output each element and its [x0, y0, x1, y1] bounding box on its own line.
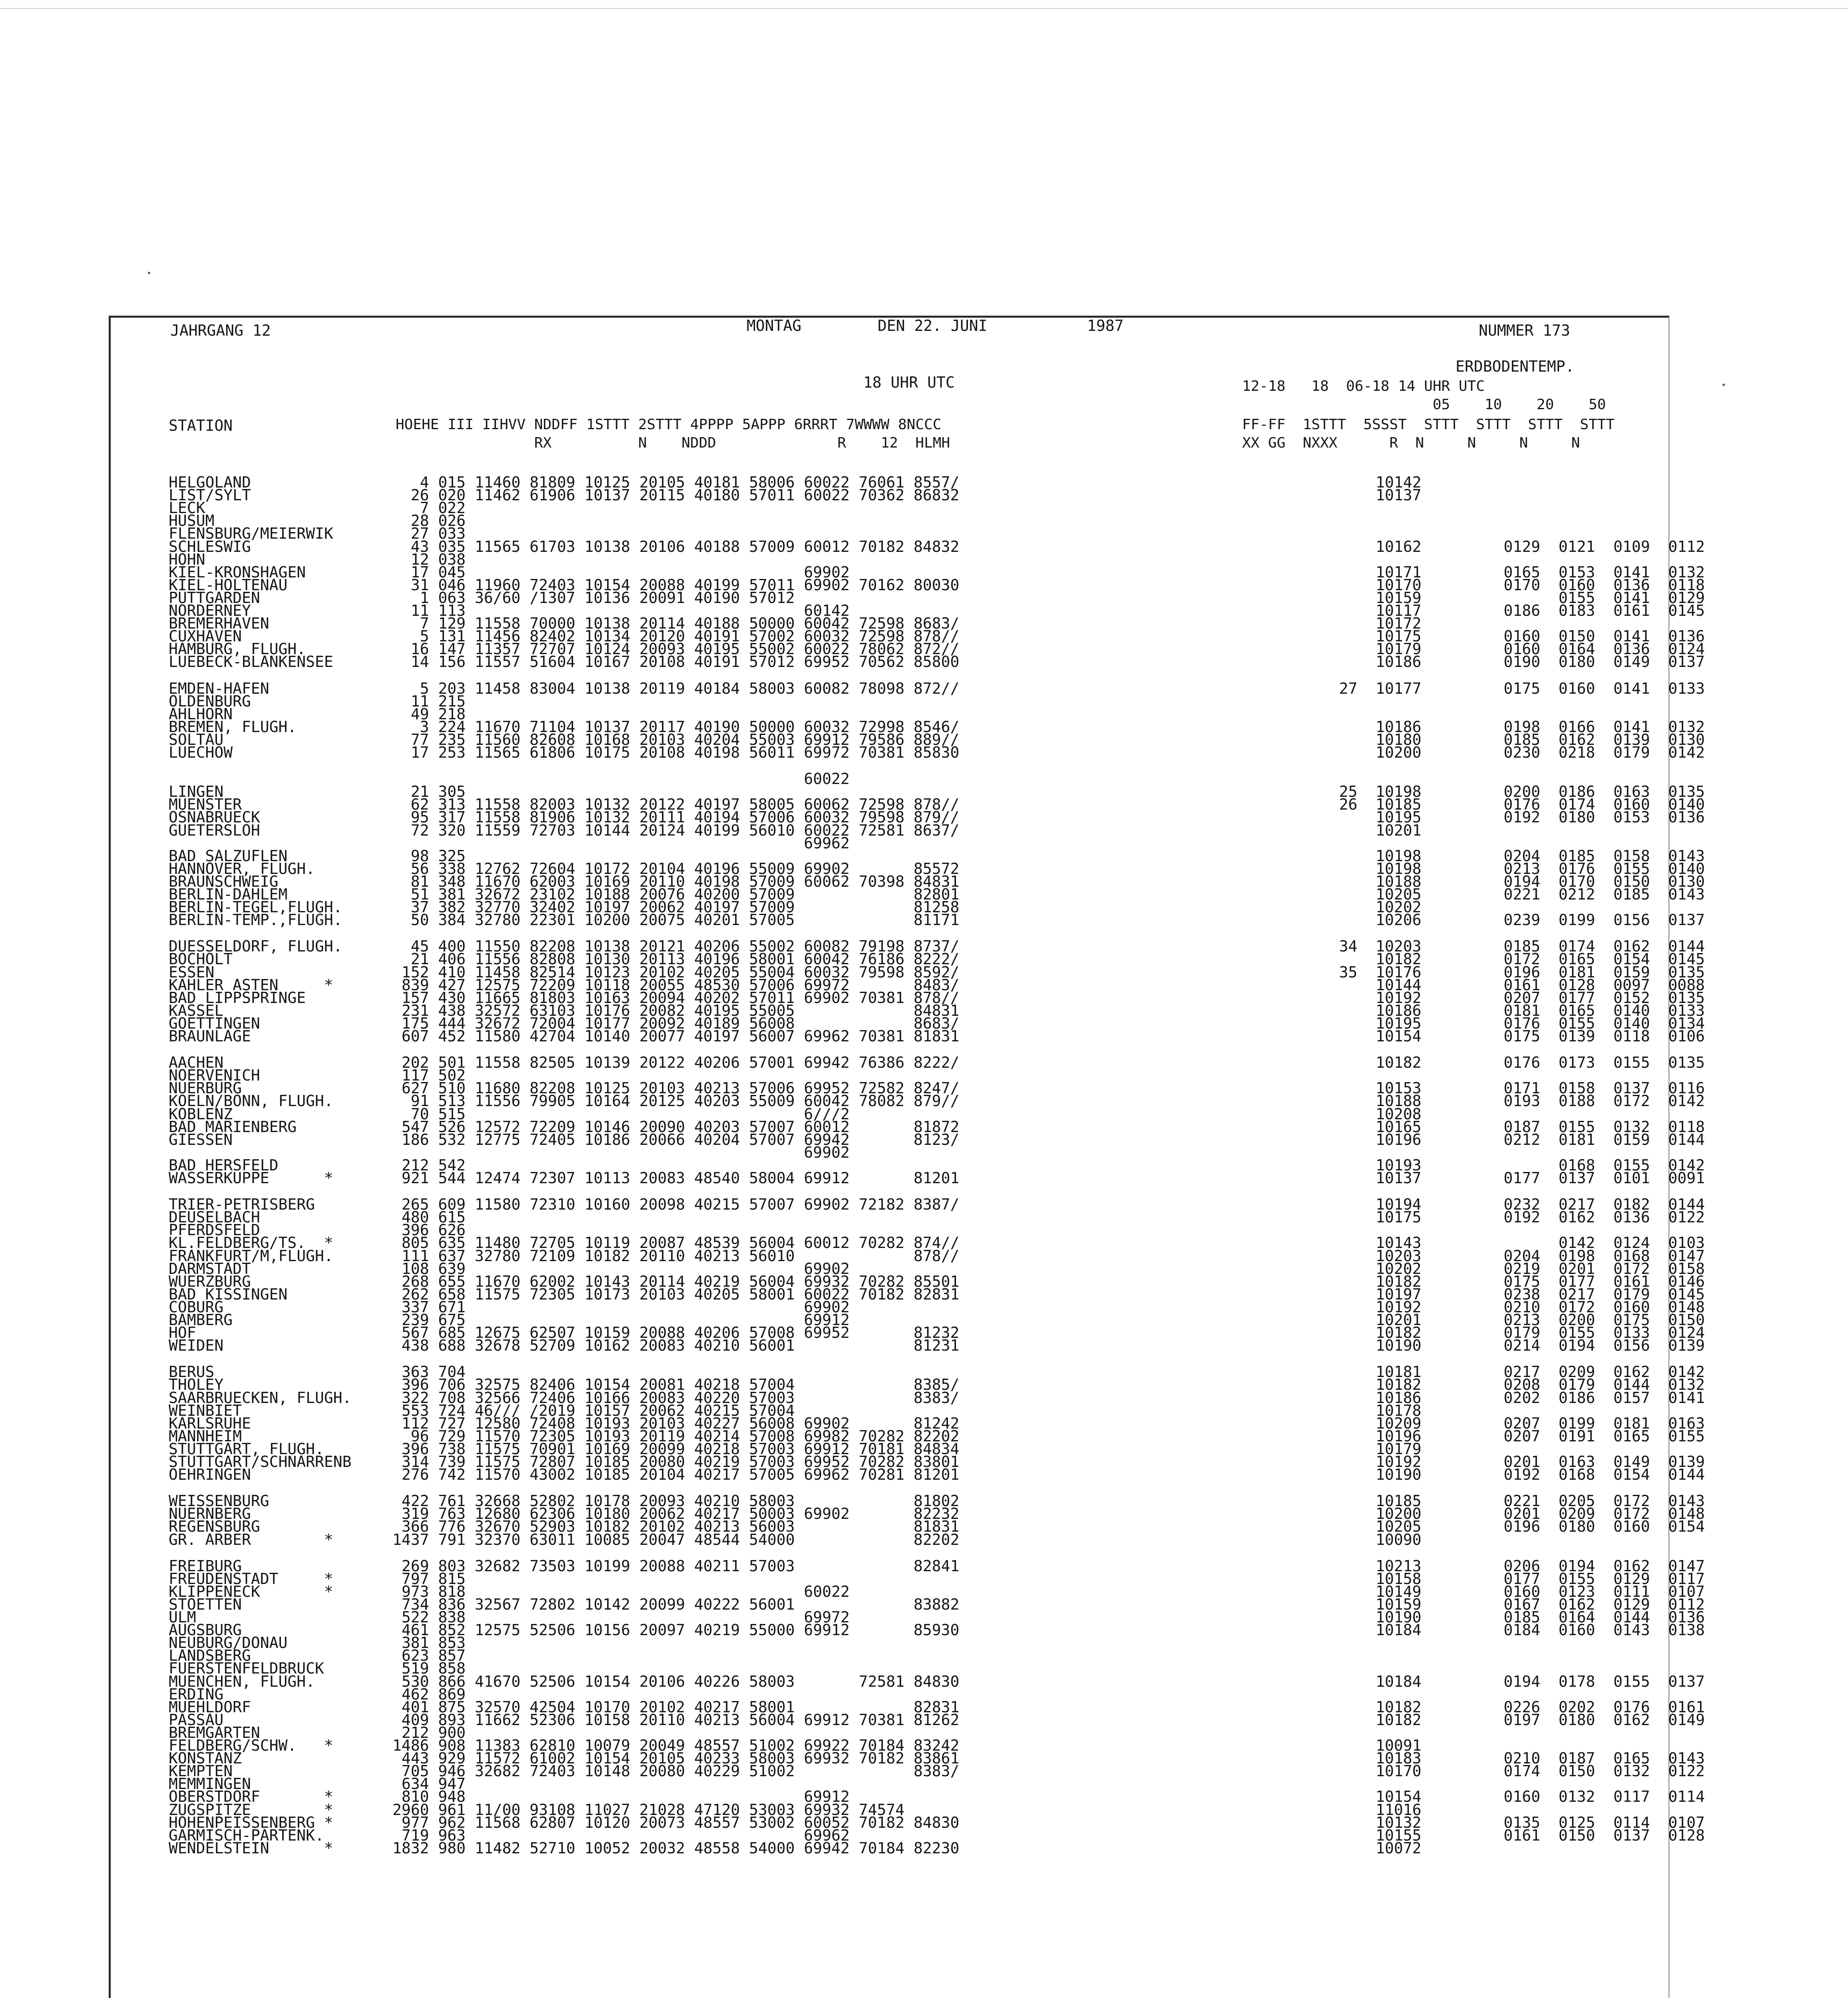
station-name: STOETTEN [169, 1595, 242, 1613]
synop-groups: 95 317 11558 81906 10132 20111 40194 57006 60032 79598 879// [392, 808, 960, 826]
station-name: MUENSTER [169, 796, 242, 814]
soil-temps: 10171 0165 0153 0141 0132 [1312, 563, 1705, 581]
synop-groups: 72 320 11559 72703 10144 20124 40199 56010 60022 72581 8637/ [392, 821, 960, 839]
station-name: LIST/SYLT [169, 486, 251, 504]
synop-groups: 175 444 32672 72004 10177 20092 40189 56008 8683/ [392, 1014, 960, 1032]
soil-temps: 10175 0192 0162 0136 0122 [1312, 1208, 1705, 1226]
station-name: KIEL-HOLTENAU [169, 576, 288, 594]
station-name: KIEL-KRONSHAGEN [169, 563, 306, 581]
soil-temps: 10190 0214 0194 0156 0139 [1312, 1337, 1705, 1355]
synop-groups: 152 410 11458 82514 10123 20102 40205 55004 60032 79598 8592/ [392, 963, 960, 981]
synop-groups: 438 688 32678 52709 10162 20083 40210 56001 81231 [392, 1337, 960, 1355]
soil-temps: 10072 [1312, 1839, 1422, 1857]
soil-temps: 10183 0210 0187 0165 0143 [1312, 1749, 1705, 1767]
soil-temps: 10170 0174 0150 0132 0122 [1312, 1762, 1705, 1780]
scan-speck [148, 272, 150, 274]
synop-groups: 37 382 32770 32402 10197 20062 40197 57009 81258 [392, 898, 960, 916]
station-name: KASSEL [169, 1001, 224, 1019]
soil-temps: 10213 0206 0194 0162 0147 [1312, 1557, 1705, 1575]
soil-temps: 10192 0207 0177 0152 0135 [1312, 989, 1705, 1007]
synop-groups: 21 406 11556 82808 10130 20113 40196 58001 60042 76186 8222/ [392, 950, 960, 968]
synop-groups: 239 675 69912 [392, 1311, 850, 1329]
synop-groups: 21 305 [392, 783, 466, 801]
soil-temps: 10192 0210 0172 0160 0148 [1312, 1298, 1705, 1316]
station-name: GR. ARBER * [169, 1530, 333, 1548]
synop-groups: 17 045 69902 [392, 563, 850, 581]
station-name: BERLIN-TEMP.,FLUGH. [169, 911, 343, 929]
station-name: REGENSBURG [169, 1518, 260, 1536]
soil-depths-header: 05 10 20 50 [1242, 396, 1606, 413]
soil-temps: 10186 0202 0186 0157 0141 [1312, 1389, 1705, 1407]
station-name: KLIPPENECK * [169, 1582, 333, 1600]
synop-groups: 77 235 11560 82608 10168 20103 40204 55003 69912 79586 889// [392, 730, 960, 748]
station-name: BRAUNSCHWEIG [169, 872, 279, 890]
synop-groups: 3 224 11670 71104 10137 20117 40190 50000 60032 72998 8546/ [392, 718, 960, 736]
soil-temps: 10197 0238 0217 0179 0145 [1312, 1285, 1705, 1303]
synop-groups: 265 609 11580 72310 10160 20098 40215 57007 69902 72182 8387/ [392, 1196, 960, 1214]
synop-groups: 462 869 [392, 1685, 466, 1703]
station-name: MEMMINGEN [169, 1775, 251, 1793]
soil-temps: 10186 0198 0166 0141 0132 [1312, 718, 1705, 736]
synop-groups: 16 147 11357 72707 10124 20093 40195 55002 60022 78062 872// [392, 640, 960, 658]
synop-groups: 973 818 60022 [392, 1582, 850, 1600]
station-name: LUEBECK-BLANKENSEE [169, 653, 333, 671]
station-name: WEISSENBURG [169, 1492, 269, 1510]
synop-groups: 56 338 12762 72604 10172 20104 40196 55009 69902 85572 [392, 860, 960, 878]
synop-groups: 921 544 12474 72307 10113 20083 48540 58004 69912 81201 [392, 1169, 960, 1187]
soil-temps: 10202 0219 0201 0172 0158 [1312, 1260, 1705, 1278]
soil-temps: 10090 [1312, 1530, 1422, 1548]
soil-temps: 10154 0160 0132 0117 0114 [1312, 1788, 1705, 1806]
soil-temps: 10180 0185 0162 0139 0130 [1312, 730, 1705, 748]
soil-temps: 10144 0161 0128 0097 0088 [1312, 976, 1705, 994]
synop-groups: 202 501 11558 82505 10139 20122 40206 57001 69942 76386 8222/ [392, 1054, 960, 1072]
station-name: BAD HERSFELD [169, 1156, 279, 1174]
station-name: GOETTINGEN [169, 1014, 260, 1032]
station-name: KOBLENZ [169, 1105, 233, 1123]
soil-temps: 10184 0184 0160 0143 0138 [1312, 1621, 1705, 1639]
synop-groups: 396 626 [392, 1221, 466, 1239]
soil-temps: 10159 0155 0141 0129 [1312, 589, 1705, 607]
station-name: BREMEN, FLUGH. [169, 718, 297, 736]
weekday: MONTAG [747, 317, 802, 334]
synop-groups: 607 452 11580 42704 10140 20077 40197 56007 69962 70381 81831 [392, 1027, 960, 1045]
synop-groups: 5 203 11458 83004 10138 20119 40184 58003 60082 78098 872// [392, 679, 960, 697]
synop-groups: 81 348 11670 62003 10169 20110 40198 57009 60062 70398 84831 [392, 872, 960, 890]
synop-groups: 50 384 32780 22301 10200 20075 40201 57005 81171 [392, 911, 960, 929]
synop-groups: 117 502 [392, 1067, 466, 1085]
synop-groups: 1437 791 32370 63011 10085 20047 48544 54000 82202 [392, 1530, 960, 1548]
date: DEN 22. JUNI [878, 317, 988, 334]
synop-groups: 519 858 [392, 1660, 466, 1678]
station-name: OEHRINGEN [169, 1466, 251, 1484]
synop-groups: 69962 [392, 834, 850, 852]
soil-temps: 27 10177 0175 0160 0141 0133 [1312, 679, 1705, 697]
synop-groups: 7 022 [392, 499, 466, 517]
station-name: FLENSBURG/MEIERWIK [169, 525, 333, 543]
station-name: SAARBRUECKEN, FLUGH. [169, 1389, 352, 1407]
station-name: BERLIN-DAHLEM [169, 886, 288, 903]
soil-temps: 10142 [1312, 474, 1422, 491]
station-name: DEUSELBACH [169, 1208, 260, 1226]
station-name: FREIBURG [169, 1557, 242, 1575]
station-name: AHLHORN [169, 705, 233, 723]
soil-temps: 10143 0142 0124 0103 [1312, 1234, 1705, 1252]
station-name: FRANKFURT/M,FLUGH. [169, 1247, 333, 1265]
station-name: OBERSTDORF * [169, 1788, 333, 1806]
soil-temps: 10201 0213 0200 0175 0150 [1312, 1311, 1705, 1329]
station-name: HAMBURG, FLUGH. [169, 640, 306, 658]
synop-groups: 422 761 32668 52802 10178 20093 40210 58003 81802 [392, 1492, 960, 1510]
station-name: BREMERHAVEN [169, 615, 269, 633]
synop-groups: 547 526 12572 72209 10146 20090 40203 57007 60012 81872 [392, 1118, 960, 1136]
soil-temps: 10201 [1312, 821, 1422, 839]
synop-groups: 12 038 [392, 550, 466, 568]
columns-subheader: RX N NDDD R 12 HLMH [396, 435, 950, 451]
station-name: NUERBURG [169, 1079, 242, 1097]
synop-groups: 51 381 32672 23102 10188 20076 40200 57009 82801 [392, 886, 960, 903]
station-name: KEMPTEN [169, 1762, 233, 1780]
synop-groups: 634 947 [392, 1775, 466, 1793]
soil-temps: 10190 0192 0168 0154 0144 [1312, 1466, 1705, 1484]
station-name: LINGEN [169, 783, 224, 801]
synop-groups: 1486 908 11383 62810 10079 20049 48557 51002 69922 70184 83242 [392, 1737, 960, 1754]
synop-groups: 62 313 11558 82003 10132 20122 40197 58005 60062 72598 878// [392, 796, 960, 814]
soil-temps: 10182 0176 0173 0155 0135 [1312, 1054, 1705, 1072]
soil-temps: 10154 0175 0139 0118 0106 [1312, 1027, 1705, 1045]
station-name: NOERVENICH [169, 1067, 260, 1085]
synop-groups: 111 637 32780 72109 10182 20110 40213 56010 878// [392, 1247, 960, 1265]
synop-groups: 186 532 12775 72405 10186 20066 40204 57007 69942 8123/ [392, 1130, 960, 1148]
station-name: PASSAU [169, 1711, 224, 1729]
soil-temps: 10159 0167 0162 0129 0112 [1312, 1595, 1705, 1613]
soil-temps: 10091 [1312, 1737, 1422, 1754]
station-name: OLDENBURG [169, 692, 251, 710]
station-name: KAHLER ASTEN * [169, 976, 333, 994]
synop-groups: 112 727 12580 72408 10193 20103 40227 56008 69902 81242 [392, 1414, 960, 1432]
soil-temps: 10162 0129 0121 0109 0112 [1312, 537, 1705, 555]
station-name: BERLIN-TEGEL,FLUGH. [169, 898, 343, 916]
station-name: BAD MARIENBERG [169, 1118, 297, 1136]
synop-groups: 269 803 32682 73503 10199 20088 40211 57003 82841 [392, 1557, 960, 1575]
station-name: NORDERNEY [169, 602, 251, 619]
station-name: FELDBERG/SCHW. * [169, 1737, 333, 1754]
right-columns-header: FF-FF 1STTT 5SSST STTT STTT STTT STTT [1242, 416, 1615, 433]
station-name: ESSEN [169, 963, 215, 981]
synop-groups: 14 156 11557 51604 10167 20108 40191 57012 69952 70562 85800 [392, 653, 960, 671]
synop-groups: 381 853 [392, 1634, 466, 1652]
soil-temps: 10132 0135 0125 0114 0107 [1312, 1813, 1705, 1831]
soil-temps: 10188 0194 0170 0150 0130 [1312, 872, 1705, 890]
station-name: ERDING [169, 1685, 224, 1703]
soil-temps: 10209 0207 0199 0181 0163 [1312, 1414, 1705, 1432]
synop-groups: 231 438 32572 63103 10176 20082 40195 55005 84831 [392, 1001, 960, 1019]
synop-groups: 396 738 11575 70901 10169 20099 40218 57003 69912 70181 84834 [392, 1440, 960, 1458]
synop-groups: 443 929 11572 61002 10154 20105 40233 58003 69932 70182 83861 [392, 1749, 960, 1767]
station-name: SOLTAU [169, 730, 224, 748]
soil-temps: 10198 0213 0176 0155 0140 [1312, 860, 1705, 878]
soil-temps: 10182 0179 0155 0133 0124 [1312, 1324, 1705, 1342]
synop-groups: 480 615 [392, 1208, 466, 1226]
soil-temps: 10202 [1312, 898, 1422, 916]
station-name: PUTTGARDEN [169, 589, 260, 607]
soil-temps: 10184 0194 0178 0155 0137 [1312, 1672, 1705, 1690]
station-name: STUTTGART, FLUGH. [169, 1440, 324, 1458]
synop-groups: 810 948 69912 [392, 1788, 850, 1806]
soil-temps: 10182 0172 0165 0154 0145 [1312, 950, 1705, 968]
soil-temps: 10198 0204 0185 0158 0143 [1312, 847, 1705, 865]
synop-groups: 17 253 11565 61806 10175 20108 40198 56011 69972 70381 85830 [392, 744, 960, 761]
soil-temps: 10181 0217 0209 0162 0142 [1312, 1363, 1705, 1381]
soil-temps: 10200 0230 0218 0179 0142 [1312, 744, 1705, 761]
synop-groups: 1 063 36/60 /1307 10136 20091 40190 57012 [392, 589, 795, 607]
station-name: LUECHOW [169, 744, 233, 761]
station-name: KARLSRUHE [169, 1414, 251, 1432]
soil-temps: 10205 0196 0180 0160 0154 [1312, 1518, 1705, 1536]
synop-groups: 553 724 46/// /2019 10157 20062 40215 57004 [392, 1401, 795, 1419]
station-name: DUESSELDORF, FLUGH. [169, 937, 343, 955]
synop-groups: 98 325 [392, 847, 466, 865]
synop-groups: 2960 961 11/00 93108 11027 21028 47120 53003 69932 74574 [392, 1801, 905, 1819]
soil-temps: 10205 0221 0212 0185 0143 [1312, 886, 1705, 903]
soil-temps: 10137 0177 0137 0101 0091 [1312, 1169, 1705, 1187]
synop-groups: 363 704 [392, 1363, 466, 1381]
station-name: BAMBERG [169, 1311, 233, 1329]
station-name: AUGSBURG [169, 1621, 242, 1639]
synop-groups: 5 131 11456 82402 10134 20120 40191 57002 60032 72598 878// [392, 627, 960, 645]
soil-temps: 10194 0232 0217 0182 0144 [1312, 1196, 1705, 1214]
station-name: BERUS [169, 1363, 215, 1381]
soil-temps: 10192 0201 0163 0149 0139 [1312, 1453, 1705, 1471]
scan-top-line [0, 8, 1848, 9]
synop-groups: 314 739 11575 72807 10185 20080 40219 57003 69952 70282 83801 [392, 1453, 960, 1471]
station-name: PFERDSFELD [169, 1221, 260, 1239]
station-name: WUERZBURG [169, 1272, 251, 1290]
synop-groups: 623 857 [392, 1647, 466, 1665]
synop-groups: 461 852 12575 52506 10156 20097 40219 55000 69912 85930 [392, 1621, 960, 1639]
synop-groups: 705 946 32682 72403 10148 20080 40229 51002 8383/ [392, 1762, 960, 1780]
station-name: HUSUM [169, 512, 215, 530]
soil-temps: 10182 0226 0202 0176 0161 [1312, 1698, 1705, 1716]
station-name: HANNOVER, FLUGH. [169, 860, 315, 878]
station-name: BAD SALZUFLEN [169, 847, 288, 865]
synop-groups: 530 866 41670 52506 10154 20106 40226 58003 72581 84830 [392, 1672, 960, 1690]
soil-temps: 10195 0176 0155 0140 0134 [1312, 1014, 1705, 1032]
station-name: WEIDEN [169, 1337, 224, 1355]
station-name: CUXHAVEN [169, 627, 242, 645]
soil-temps: 10153 0171 0158 0137 0116 [1312, 1079, 1705, 1097]
synop-groups: 366 776 32670 52903 10182 20102 40213 56003 81831 [392, 1518, 960, 1536]
synop-groups: 45 400 11550 82208 10138 20121 40206 55002 60082 79198 8737/ [392, 937, 960, 955]
soil-temps: 10190 0185 0164 0144 0136 [1312, 1608, 1705, 1626]
synop-groups: 1832 980 11482 52710 10052 20032 48558 54000 69942 70184 82230 [392, 1839, 960, 1857]
station-name: HELGOLAND [169, 474, 251, 491]
synop-groups: 567 685 12675 62507 10159 20088 40206 57008 69952 81232 [392, 1324, 960, 1342]
synop-groups: 396 706 32575 82406 10154 20081 40218 57004 8385/ [392, 1376, 960, 1394]
soil-temps: 10170 0170 0160 0136 0118 [1312, 576, 1705, 594]
soil-temps: 10196 0207 0191 0165 0155 [1312, 1427, 1705, 1445]
soil-temps: 10178 [1312, 1401, 1422, 1419]
synop-groups: 108 639 69902 [392, 1260, 850, 1278]
synop-groups: 91 513 11556 79905 10164 20125 40203 55009 60042 78082 879// [392, 1092, 960, 1110]
synop-groups: 60022 [392, 770, 850, 788]
synop-groups: 11 215 [392, 692, 466, 710]
station-name: EMDEN-HAFEN [169, 679, 269, 697]
soil-temps: 10195 0192 0180 0153 0136 [1312, 808, 1705, 826]
station-name: MUENCHEN, FLUGH. [169, 1672, 315, 1690]
station-name: KL.FELDBERG/TS. * [169, 1234, 333, 1252]
soil-temps: 35 10176 0196 0181 0159 0135 [1312, 963, 1705, 981]
soil-temps: 10182 0208 0179 0144 0132 [1312, 1376, 1705, 1394]
synop-groups: 49 218 [392, 705, 466, 723]
station-name: WENDELSTEIN * [169, 1839, 333, 1857]
station-name: LANDSBERG [169, 1647, 251, 1665]
synop-groups: 268 655 11670 62002 10143 20114 40219 56004 69932 70282 85501 [392, 1272, 960, 1290]
soil-temps: 10158 0177 0155 0129 0117 [1312, 1570, 1705, 1588]
synop-groups: 401 875 32570 42504 10170 20102 40217 58001 82831 [392, 1698, 960, 1716]
synop-groups: 69902 [392, 1143, 850, 1161]
station-name: HOHN [169, 550, 205, 568]
soil-temps: 10182 0197 0180 0162 0149 [1312, 1711, 1705, 1729]
soil-temps: 10186 0190 0180 0149 0137 [1312, 653, 1705, 671]
station-name: SCHLESWIG [169, 537, 251, 555]
soil-temps: 10186 0181 0165 0140 0133 [1312, 1001, 1705, 1019]
station-name: GIESSEN [169, 1130, 233, 1148]
soil-temps: 10179 0160 0164 0136 0124 [1312, 640, 1705, 658]
synop-groups: 4 015 11460 81809 10125 20105 40181 58006 60022 76061 8557/ [392, 474, 960, 491]
station-name: WASSERKUPPE * [169, 1169, 333, 1187]
right-time-header: 12-18 18 06-18 14 UHR UTC [1242, 378, 1485, 394]
synop-groups: 409 893 11662 52306 10158 20110 40213 56004 69912 70381 81262 [392, 1711, 960, 1729]
station-name: DARMSTADT [169, 1260, 251, 1278]
synop-groups: 27 033 [392, 525, 466, 543]
soil-temps: 10182 0175 0177 0161 0146 [1312, 1272, 1705, 1290]
station-name: GUETERSLOH [169, 821, 260, 839]
soil-temps: 10117 0186 0183 0161 0145 [1312, 602, 1705, 619]
station-name: STUTTGART/SCHNARRENB [169, 1453, 352, 1471]
station-name: BAD LIPPSPRINGE [169, 989, 306, 1007]
station-name: ZUGSPITZE * [169, 1801, 333, 1819]
soil-temps: 10155 0161 0150 0137 0128 [1312, 1826, 1705, 1844]
soil-temps: 10175 0160 0150 0141 0136 [1312, 627, 1705, 645]
soil-temps: 10188 0193 0188 0172 0142 [1312, 1092, 1705, 1110]
station-name: FUERSTENFELDBRUCK [169, 1660, 324, 1678]
station-name: BRAUNLAGE [169, 1027, 251, 1045]
soil-temps: 10165 0187 0155 0132 0118 [1312, 1118, 1705, 1136]
station-name: KOELN/BONN, FLUGH. [169, 1092, 333, 1110]
issue-number: NUMMER 173 [1479, 322, 1570, 339]
soil-temps: 34 10203 0185 0174 0162 0144 [1312, 937, 1705, 955]
synop-groups: 797 815 [392, 1570, 466, 1588]
synop-groups: 805 635 11480 72705 10119 20087 48539 56004 60012 70282 874// [392, 1234, 960, 1252]
synop-groups: 719 963 69962 [392, 1826, 850, 1844]
station-header: STATION [169, 417, 233, 434]
synop-groups: 43 035 11565 61703 10138 20106 40188 57009 60012 70182 84832 [392, 537, 960, 555]
station-name: THOLEY [169, 1376, 224, 1394]
station-name: BREMGARTEN [169, 1723, 260, 1741]
station-name: TRIER-PETRISBERG [169, 1196, 315, 1214]
synop-groups: 31 046 11960 72403 10154 20088 40199 57011 69902 70162 80030 [392, 576, 960, 594]
year: 1987 [1087, 317, 1124, 334]
synop-groups: 26 020 11462 61906 10137 20115 40180 57011 60022 70362 86832 [392, 486, 960, 504]
station-name: HOHENPEISSENBERG * [169, 1813, 333, 1831]
synop-groups: 96 729 11570 72305 10193 20119 40214 57008 69982 70282 82202 [392, 1427, 960, 1445]
scan-speck [1723, 384, 1725, 386]
synop-groups: 319 763 12680 62306 10180 20062 40217 50003 69902 82232 [392, 1505, 960, 1523]
station-name: BOCHOLT [169, 950, 233, 968]
synop-groups: 212 542 [392, 1156, 466, 1174]
station-name: AACHEN [169, 1054, 224, 1072]
synop-groups: 212 900 [392, 1723, 466, 1741]
synop-groups: 337 671 69902 [392, 1298, 850, 1316]
station-name: HOF [169, 1324, 196, 1342]
station-name: GARMISCH-PARTENK. [169, 1826, 324, 1844]
columns-header: HOEHE III IIHVV NDDFF 1STTT 2STTT 4PPPP 5APPP 6RRRT 7WWWW 8NCCC [396, 416, 942, 433]
synop-groups: 157 430 11665 81803 10163 20094 40202 57011 69902 70381 878// [392, 989, 960, 1007]
station-name: NEUBURG/DONAU [169, 1634, 288, 1652]
synop-groups: 70 515 6///2 [392, 1105, 850, 1123]
soil-temps: 10200 0201 0209 0172 0148 [1312, 1505, 1705, 1523]
station-name: OSNABRUECK [169, 808, 260, 826]
observation-time: 18 UHR UTC [863, 374, 955, 391]
station-name: WEINBIET [169, 1401, 242, 1419]
soil-temps: 10196 0212 0181 0159 0144 [1312, 1130, 1705, 1148]
soil-temps: 10172 [1312, 615, 1422, 633]
soil-temps: 10206 0239 0199 0156 0137 [1312, 911, 1705, 929]
station-name: LECK [169, 499, 205, 517]
station-name: ULM [169, 1608, 196, 1626]
station-name: MANNHEIM [169, 1427, 242, 1445]
soil-temps: 26 10185 0176 0174 0160 0140 [1312, 796, 1705, 814]
synop-groups: 839 427 12575 72209 10118 20055 48530 57006 69972 8483/ [392, 976, 960, 994]
soil-temps: 10185 0221 0205 0172 0143 [1312, 1492, 1705, 1510]
soil-temps: 10208 [1312, 1105, 1422, 1123]
synop-groups: 734 836 32567 72802 10142 20099 40222 56001 83882 [392, 1595, 960, 1613]
synop-groups: 7 129 11558 70000 10138 20114 40188 50000 60042 72598 8683/ [392, 615, 960, 633]
synop-groups: 28 026 [392, 512, 466, 530]
soil-temps: 10137 [1312, 486, 1422, 504]
station-name: FREUDENSTADT * [169, 1570, 333, 1588]
synop-groups: 522 838 69972 [392, 1608, 850, 1626]
synop-groups: 11 113 60142 [392, 602, 850, 619]
synop-groups: 977 962 11568 62807 10120 20073 48557 53002 60052 70182 84830 [392, 1813, 960, 1831]
station-name: NUERNBERG [169, 1505, 251, 1523]
soil-temps: 10179 [1312, 1440, 1422, 1458]
soil-temps: 10193 0168 0155 0142 [1312, 1156, 1705, 1174]
synop-groups: 262 658 11575 72305 10173 20103 40205 58001 60022 70182 82831 [392, 1285, 960, 1303]
station-name: MUEHLDORF [169, 1698, 251, 1716]
soil-temps: 10203 0204 0198 0168 0147 [1312, 1247, 1705, 1265]
right-columns-subheader: XX GG NXXX R N N N N [1242, 435, 1580, 451]
soil-temps: 11016 [1312, 1801, 1422, 1819]
soil-temps: 10149 0160 0123 0111 0107 [1312, 1582, 1705, 1600]
synop-groups: 322 708 32566 72406 10166 20083 40220 57003 8383/ [392, 1389, 960, 1407]
station-name: BAD KISSINGEN [169, 1285, 288, 1303]
station-name: COBURG [169, 1298, 224, 1316]
volume-label: JAHRGANG 12 [170, 322, 271, 339]
synop-groups: 627 510 11680 82208 10125 20103 40213 57006 69952 72582 8247/ [392, 1079, 960, 1097]
synop-groups: 276 742 11570 43002 10185 20104 40217 57005 69962 70281 81201 [392, 1466, 960, 1484]
soil-temps: 25 10198 0200 0186 0163 0135 [1312, 783, 1705, 801]
station-name: KONSTANZ [169, 1749, 242, 1767]
soil-temp-title: ERDBODENTEMP. [1456, 358, 1575, 375]
